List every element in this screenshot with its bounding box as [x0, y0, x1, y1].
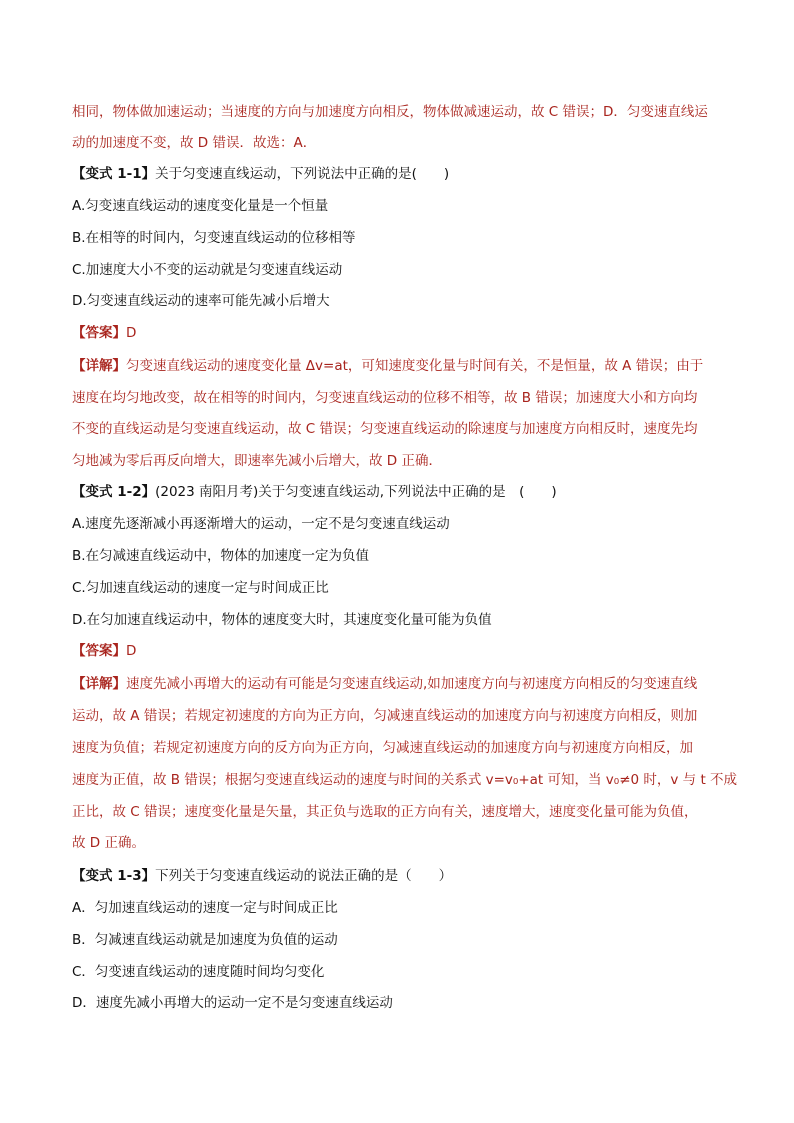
answer-value: D [126, 325, 137, 341]
answer-label: 【答案】 [72, 325, 126, 341]
question-1-1-text: 关于匀变速直线运动，下列说法中正确的是( ) [155, 166, 450, 182]
question-1-2-stem [72, 482, 732, 502]
question-1-1-detail-line-4: 匀地减为零后再反向增大，即速率先减小后增大，故 D 正确． [72, 453, 442, 469]
question-1-3-label: 【变式 1-3】 [72, 868, 156, 884]
question-1-1-option-a: A.匀变速直线运动的速度变化量是一个恒量 [72, 198, 329, 214]
question-1-1-detail-line-1 [72, 356, 732, 376]
question-1-2-label: 【变式 1-2】 [72, 484, 156, 500]
question-1-1-label: 【变式 1-1】 [72, 166, 156, 182]
intro-line-2: 动的加速度不变，故 D 错误．故选：A． [72, 135, 317, 151]
question-1-1-detail-line-2: 速度在均匀地改变，故在相等的时间内，匀变速直线运动的位移不相等，故 B 错误；加速度大小和方向均 [72, 390, 698, 406]
question-1-1-option-b: B.在相等的时间内，匀变速直线运动的位移相等 [72, 230, 356, 246]
question-1-2-option-c: C.匀加速直线运动的速度一定与时间成正比 [72, 580, 329, 596]
question-1-2-detail-line-3: 速度为负值；若规定初速度方向的反方向为正方向，匀减速直线运动的加速度方向与初速度方向相反，加 [72, 740, 693, 756]
answer-label: 【答案】 [72, 643, 126, 659]
question-1-1-answer [72, 323, 732, 343]
question-1-2-option-d: D.在匀加速直线运动中，物体的速度变大时，其速度变化量可能为负值 [72, 612, 492, 628]
question-1-2-detail-line-2: 运动，故 A 错误；若规定初速度的方向为正方向，匀减速直线运动的加速度方向与初速度方向相反，则加 [72, 708, 698, 724]
question-1-1-option-d: D.匀变速直线运动的速率可能先减小后增大 [72, 293, 330, 309]
question-1-3-option-c: C．匀变速直线运动的速度随时间均匀变化 [72, 964, 325, 980]
detail-text: 速度先减小再增大的运动有可能是匀变速直线运动,如加速度方向与初速度方向相反的匀变速直线 [126, 676, 698, 692]
intro-line-1: 相同，物体做加速运动；当速度的方向与加速度方向相反，物体做减速运动，故 C 错误；D．匀变速直线运 [72, 104, 708, 120]
question-1-1-option-c: C.加速度大小不变的运动就是匀变速直线运动 [72, 262, 343, 278]
question-1-3-option-d: D．速度先减小再增大的运动一定不是匀变速直线运动 [72, 995, 393, 1011]
question-1-2-detail-line-6: 故 D 正确。 [72, 835, 145, 851]
question-1-1-stem [72, 164, 732, 184]
question-1-2-detail-line-1 [72, 674, 732, 694]
question-1-2-answer [72, 641, 732, 661]
question-1-2-option-b: B.在匀减速直线运动中，物体的加速度一定为负值 [72, 548, 370, 564]
detail-label: 【详解】 [72, 676, 126, 692]
answer-value: D [126, 643, 137, 659]
question-1-2-detail-line-4: 速度为正值，故 B 错误；根据匀变速直线运动的速度与时间的关系式 v=v₀+at 可知，当 v₀≠0 时，v 与 t 不成 [72, 772, 738, 788]
detail-label: 【详解】 [72, 358, 126, 374]
question-1-3-stem [72, 866, 732, 886]
detail-text: 匀变速直线运动的速度变化量 Δv=at，可知速度变化量与时间有关，不是恒量，故 A 错误；由于 [126, 358, 704, 374]
question-1-2-option-a: A.速度先逐渐减小再逐渐增大的运动，一定不是匀变速直线运动 [72, 516, 450, 532]
question-1-2-text: (2023 南阳月考)关于匀变速直线运动,下列说法中正确的是 ( ) [155, 484, 557, 500]
question-1-3-text: 下列关于匀变速直线运动的说法正确的是（ ） [155, 868, 453, 884]
question-1-3-option-a: A．匀加速直线运动的速度一定与时间成正比 [72, 900, 338, 916]
question-1-2-detail-line-5: 正比，故 C 错误；速度变化量是矢量，其正负与选取的正方向有关，速度增大，速度变化量可能为负值， [72, 804, 698, 820]
question-1-3-option-b: B．匀减速直线运动就是加速度为负值的运动 [72, 932, 338, 948]
question-1-1-detail-line-3: 不变的直线运动是匀变速直线运动，故 C 错误；匀变速直线运动的除速度与加速度方向相反时，速度先均 [72, 421, 698, 437]
